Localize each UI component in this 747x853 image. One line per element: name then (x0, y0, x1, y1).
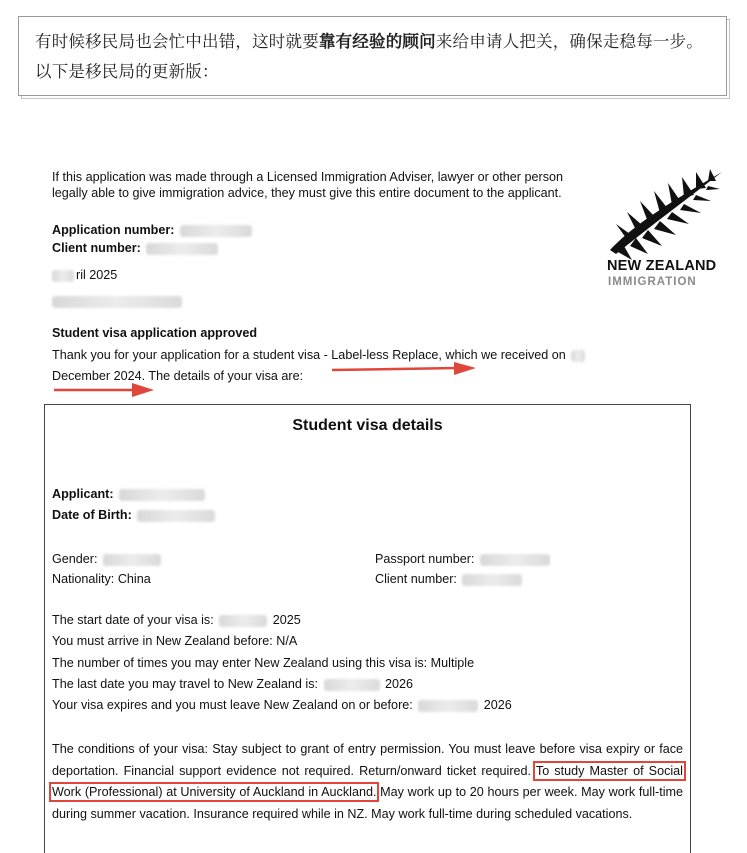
visa-details-title: Student visa details (292, 417, 443, 434)
letter-date-row (52, 266, 117, 284)
redacted-address (52, 296, 182, 308)
arrive-line: You must arrive in New Zealand before: N/A (52, 634, 298, 648)
visa-client-number-row (375, 570, 524, 588)
redacted-applicant (119, 489, 205, 501)
logo-subtitle: IMMIGRATION (608, 276, 697, 288)
body-line-2: December 2024. The details of your visa are: (52, 369, 304, 383)
redacted-address-row (50, 292, 184, 310)
start-date-row (52, 611, 301, 629)
nationality-row (52, 570, 151, 588)
conditions-highlight: To study Master of Social Work (Professional) at University of Auckland in Auckland. (52, 763, 683, 799)
intro-line-2: legally able to give immigration advice, they must give this entire document to the applicant. (52, 186, 562, 200)
visa-client-number-label: Client number: (375, 572, 457, 586)
redacted-application-number (180, 225, 252, 237)
redacted-dob (137, 510, 215, 522)
last-travel-row (52, 675, 413, 693)
red-arrow-right-1 (330, 360, 480, 380)
dob-row (52, 506, 217, 524)
last-travel-label: The last date you may travel to New Zealand is: (52, 677, 318, 691)
passport-label: Passport number: (375, 552, 475, 566)
redacted-date-day (52, 270, 74, 282)
callout-text-after: 来给申请人把关，确保走稳每一步。以下是移民局的更新版： (35, 32, 704, 81)
redacted-last-travel-date (324, 679, 380, 691)
redacted-visa-client-number (462, 574, 522, 586)
application-number-label: Application number: (52, 223, 175, 237)
red-arrow-right-2 (52, 381, 156, 399)
application-number-row (52, 221, 254, 239)
callout-box (18, 16, 727, 96)
callout-text (35, 27, 719, 87)
redacted-expiry-date (418, 700, 478, 712)
conditions-before: The conditions of your visa: Stay subject to grant of entry permission. You must leave before visa expiry or face deportation. Financial support evidence not required. Return/onward ticket required. (52, 742, 683, 778)
redacted-start-date (219, 615, 267, 627)
nationality-label: Nationality: (52, 572, 115, 586)
last-travel-suffix: 2026 (385, 677, 414, 691)
redacted-client-number (146, 243, 218, 255)
gender-label: Gender: (52, 552, 98, 566)
client-number-row (52, 239, 220, 257)
body-line-1: Thank you for your application for a student visa - Label-less Replace, which we received on (52, 348, 566, 362)
passport-row (375, 550, 552, 568)
applicant-row (52, 485, 207, 503)
expiry-row (52, 696, 512, 714)
nationality-value: China (117, 572, 151, 586)
letter-date-suffix: ril 2025 (76, 268, 118, 282)
redacted-received-day (571, 350, 585, 362)
start-date-label: The start date of your visa is: (52, 613, 214, 627)
applicant-label: Applicant: (52, 487, 114, 501)
entries-line: The number of times you may enter New Zealand using this visa is: Multiple (52, 656, 475, 670)
callout-text-bold: 靠有经验的顾问 (318, 32, 436, 51)
body-line-1-row (52, 346, 587, 364)
gender-row (52, 550, 163, 568)
redacted-passport (480, 554, 550, 566)
expiry-suffix: 2026 (483, 698, 512, 712)
expiry-label: Your visa expires and you must leave New Zealand on or before: (52, 698, 413, 712)
start-date-suffix: 2025 (272, 613, 301, 627)
visa-conditions (52, 739, 683, 825)
visa-details-box (44, 404, 691, 853)
dob-label: Date of Birth: (52, 508, 132, 522)
approved-heading: Student visa application approved (52, 326, 258, 340)
conditions-after: May work up to 20 hours per week. May work full-time during summer vacation. Insurance required while in NZ. May work full-time during scheduled vacations. (52, 785, 683, 821)
callout-text-before: 有时候移民局也会忙中出错，这时就要 (35, 32, 319, 51)
redacted-gender (103, 554, 161, 566)
client-number-label: Client number: (52, 241, 141, 255)
logo-name: NEW ZEALAND (607, 258, 717, 274)
intro-line-1: If this application was made through a Licensed Immigration Adviser, lawyer or other person (52, 170, 564, 184)
